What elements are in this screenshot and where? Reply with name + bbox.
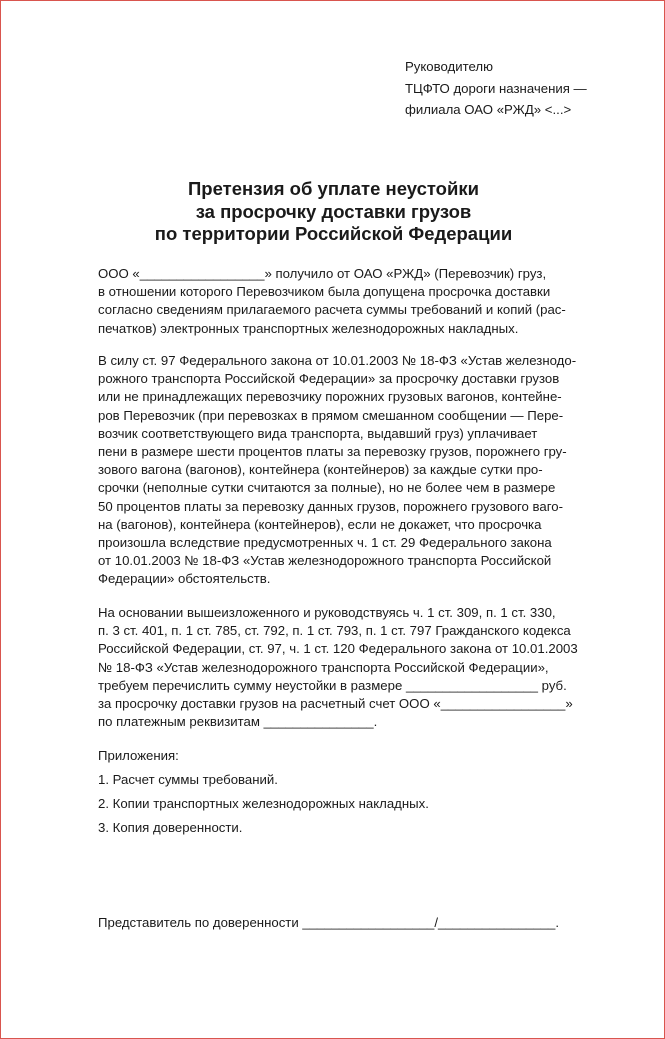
text-line: Российской Федерации, ст. 97, ч. 1 ст. 120 Федерального закона от 10.01.2003 [98, 641, 578, 657]
attachments-list [98, 747, 618, 843]
text-line: В силу ст. 97 Федерального закона от 10.01.2003 № 18-ФЗ «Устав железнодо- [98, 353, 577, 368]
text-line: от 10.01.2003 № 18-ФЗ «Устав железнодорожного транспорта Российской [98, 553, 552, 569]
text-line: Федерации» обстоятельств. [98, 571, 271, 587]
signature-line [98, 914, 618, 932]
paragraph-legal-basis [98, 352, 618, 589]
text-line: требуем перечислить сумму неустойки в размере __________________ руб. [98, 677, 567, 693]
attachment-item: 2. Копии транспортных железнодорожных накладных. [98, 795, 429, 811]
attachment-item: 3. Копия доверенности. [98, 819, 243, 835]
addressee-line: филиала ОАО «РЖД» <...> [405, 102, 572, 117]
signature-text: Представитель по доверенности __________________/________________. [98, 915, 560, 930]
text-line: ров Перевозчик (при перевозках в прямом смешанном сообщении — Пере- [98, 407, 564, 423]
text-line: На основании вышеизложенного и руководствуясь ч. 1 ст. 309, п. 1 ст. 330, [98, 605, 556, 620]
text-line: по платежным реквизитам _______________. [98, 714, 378, 730]
paragraph-claim-intro [98, 265, 618, 338]
attachments-heading: Приложения: [98, 748, 179, 763]
text-line: зового вагона (вагонов), контейнера (контейнеров) за каждые сутки про- [98, 462, 543, 478]
title-line: по территории Российской Федерации [154, 223, 513, 244]
text-line: пени в размере шести процентов платы за перевозку грузов, порожнего гру- [98, 444, 567, 460]
addressee-line: Руководителю [405, 59, 493, 74]
text-line: в отношении которого Перевозчиком была допущена просрочка доставки [98, 284, 551, 300]
paragraph-demand [98, 604, 618, 731]
title-line: за просрочку доставки грузов [195, 200, 472, 222]
text-line: за просрочку доставки грузов на расчетный счет ООО «_________________» [98, 696, 573, 712]
text-line: срочки (неполные сутки считаются за полные), но не более чем в размере [98, 480, 556, 496]
attachment-item: 1. Расчет суммы требований. [98, 771, 278, 787]
text-line: или не принадлежащих перевозчику порожних грузовых вагонов, контейне- [98, 389, 562, 405]
addressee-block [405, 56, 587, 121]
text-line: на (вагонов), контейнера (контейнеров), если не докажет, что просрочка [98, 516, 542, 532]
text-line: 50 процентов платы за перевозку данных грузов, порожнего грузового ваго- [98, 498, 563, 514]
addressee-line: ТЦФТО дороги назначения — [405, 80, 587, 96]
text-line: произошла вследствие предусмотренных ч. 1 ст. 29 Федерального закона [98, 535, 552, 551]
title-line: Претензия об уплате неустойки [188, 178, 479, 199]
text-line: ООО «_________________» получило от ОАО «РЖД» (Перевозчик) груз, [98, 266, 547, 281]
text-line: п. 3 ст. 401, п. 1 ст. 785, ст. 792, п. 1 ст. 793, п. 1 ст. 797 Гражданского кодекса [98, 623, 571, 639]
text-line: возчик соответствующего вида транспорта, выдавший груз) уплачивает [98, 425, 538, 441]
text-line: печатков) электронных транспортных железнодорожных накладных. [98, 320, 519, 336]
document-title [1, 178, 665, 246]
text-line: № 18-ФЗ «Устав железнодорожного транспорта Российской Федерации», [98, 659, 549, 675]
text-line: согласно сведениям прилагаемого расчета суммы требований и копий (рас- [98, 302, 566, 318]
text-line: рожного транспорта Российской Федерации» за просрочку доставки грузов [98, 371, 560, 387]
